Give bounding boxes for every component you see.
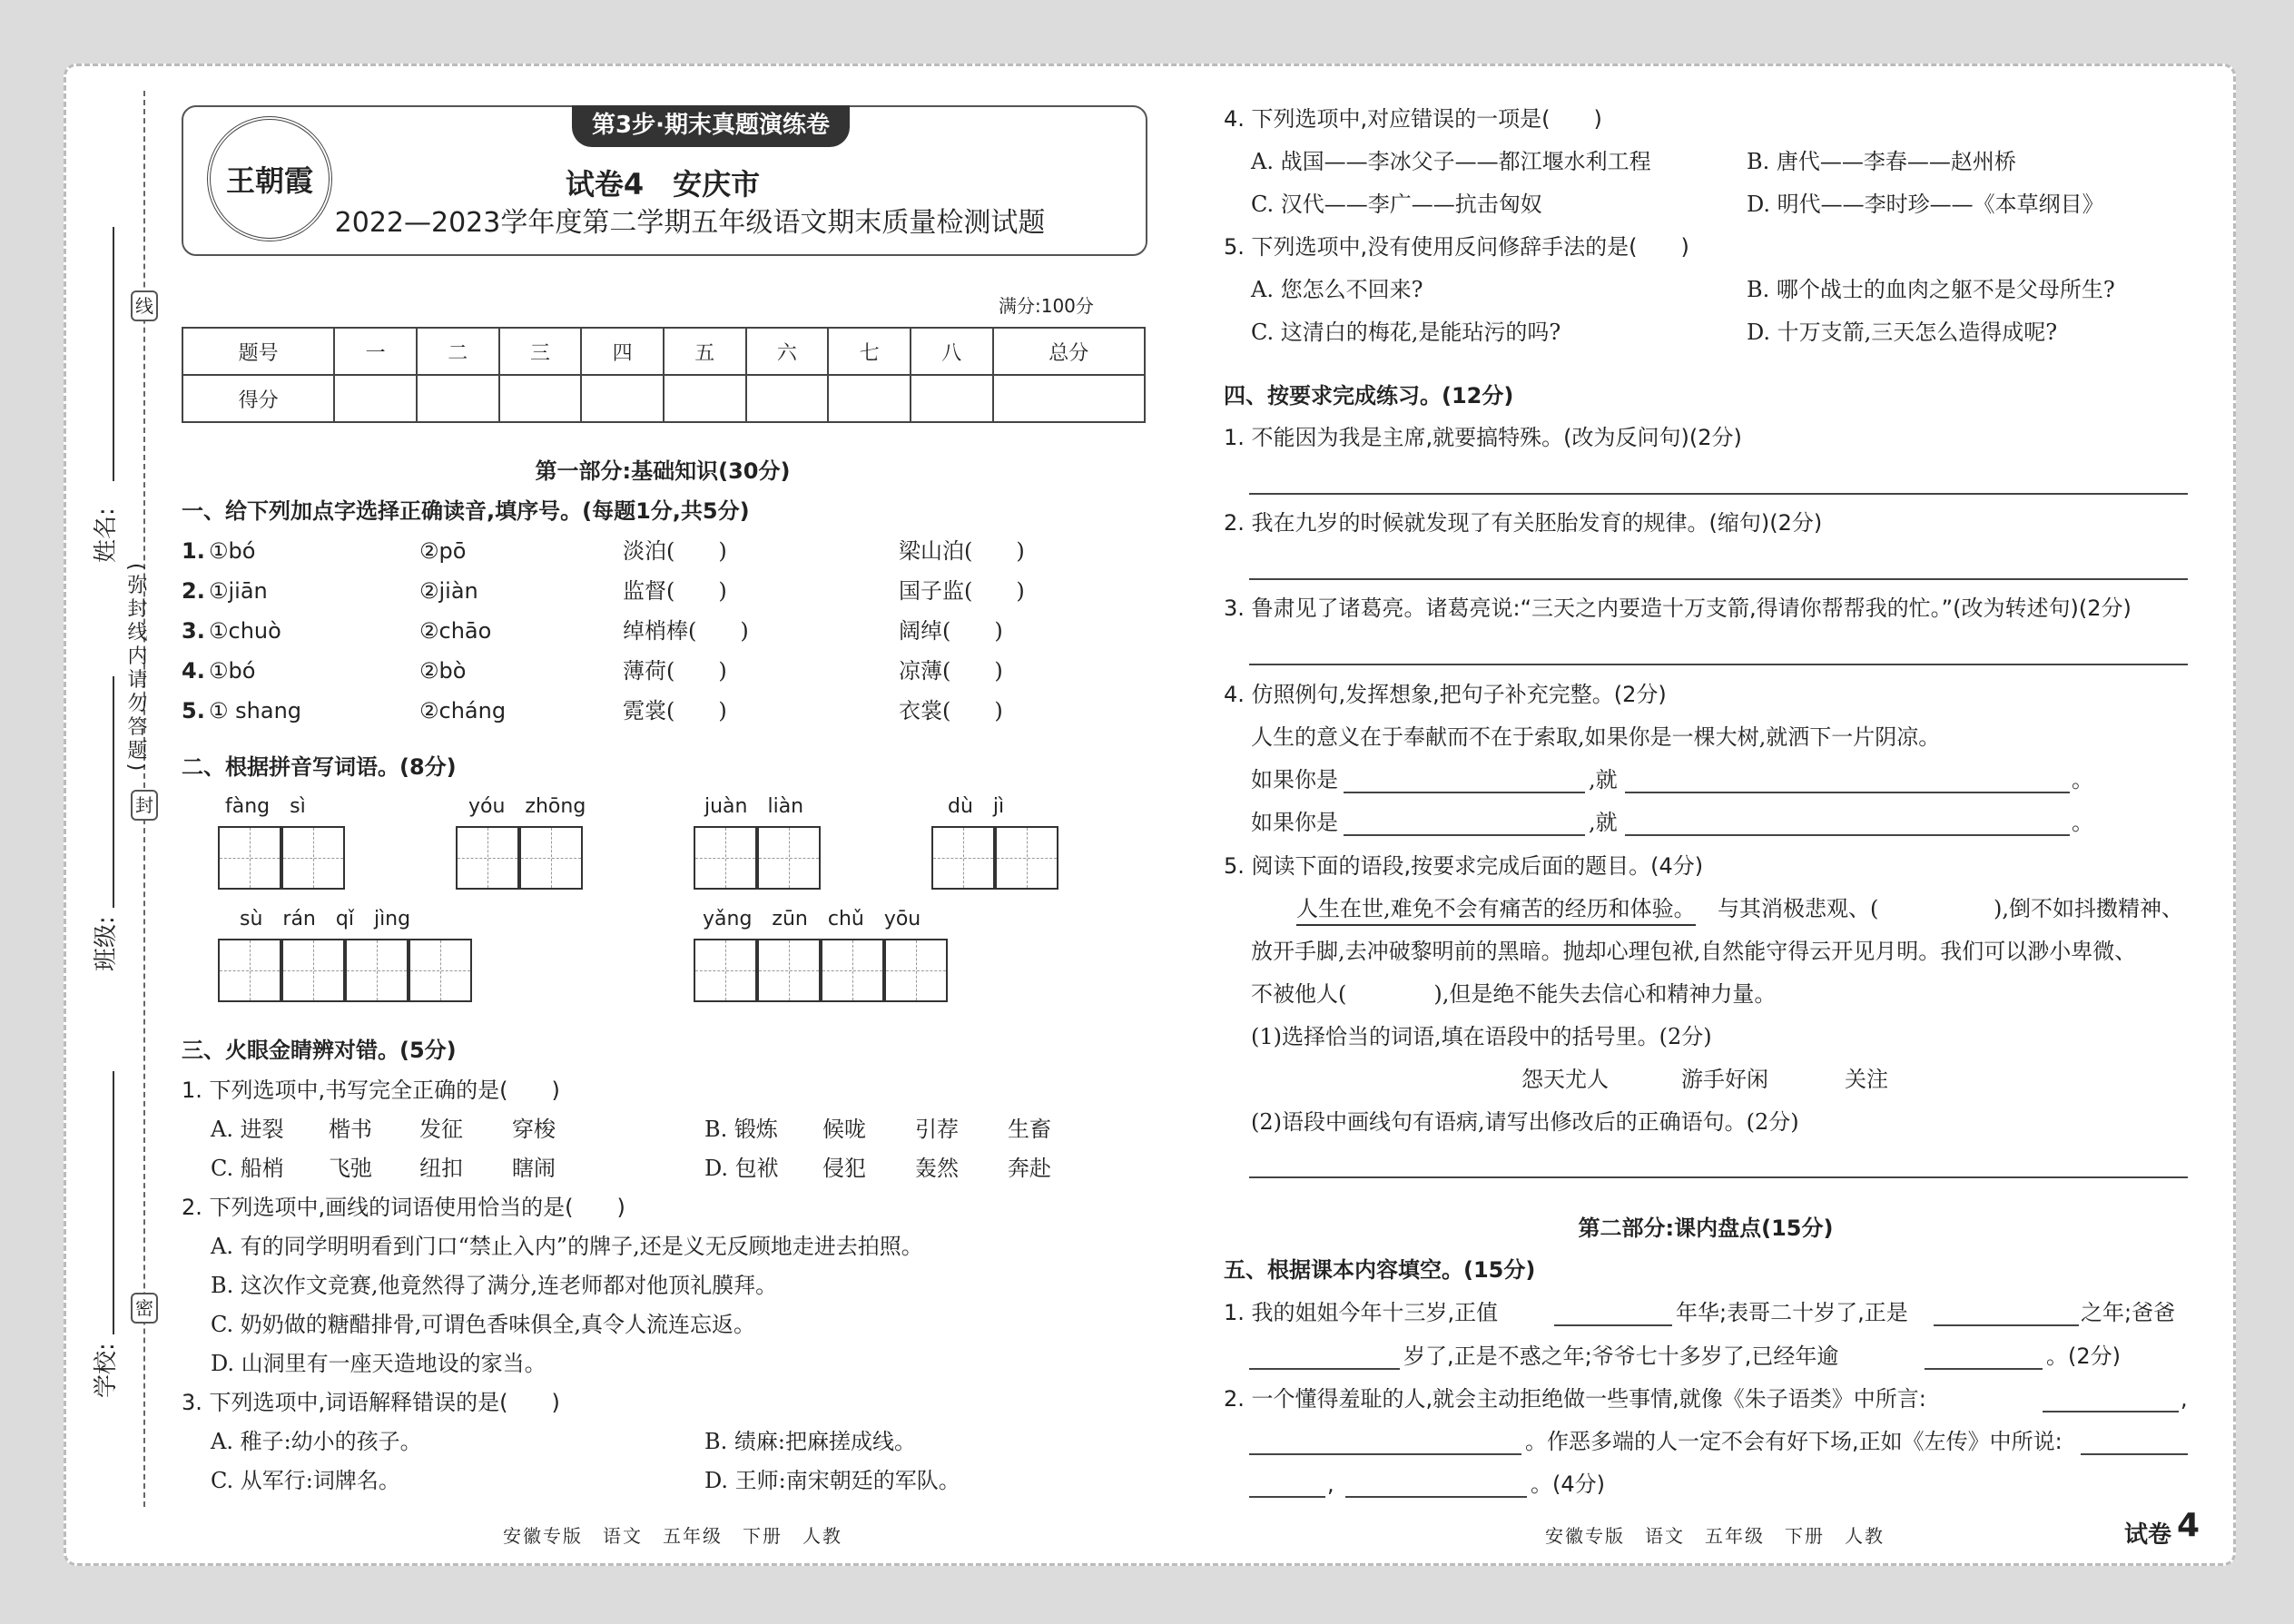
pinyin-label: yǎng zūn chǔ yōu xyxy=(703,908,921,930)
option: ①jiān xyxy=(209,578,268,604)
section3-title: 三、火眼金睛辨对错。(5分) xyxy=(182,1038,457,1063)
answer-word[interactable]: 绰梢棒( ) xyxy=(623,618,749,644)
score-input[interactable] xyxy=(664,375,746,422)
score-input[interactable] xyxy=(993,375,1145,422)
answer-word[interactable]: 淡泊( ) xyxy=(623,538,727,564)
writing-cell[interactable] xyxy=(694,939,757,1002)
sub-question: (1)选择恰当的词语,填在语段中的括号里。(2分) xyxy=(1251,1024,1712,1049)
word-option: 游手好闲 xyxy=(1681,1067,1768,1092)
choice: 飞弛 xyxy=(329,1156,372,1181)
underlined-sentence: 人生在世,难免不会有痛苦的经历和体验。 xyxy=(1296,893,1696,926)
fill-blank[interactable] xyxy=(1625,834,2070,836)
choice: 发征 xyxy=(419,1117,463,1142)
score-value-row xyxy=(182,375,1145,422)
writing-cell[interactable] xyxy=(409,939,472,1002)
option: ②bò xyxy=(419,658,467,684)
binding-mark-feng: 封 xyxy=(131,790,158,821)
score-cell: 题号 xyxy=(182,328,334,375)
score-cell: 一 xyxy=(334,328,417,375)
writing-cell[interactable] xyxy=(757,826,821,890)
choice[interactable]: B. 哪个战士的血肉之躯不是父母所生? xyxy=(1747,277,2115,302)
class-field[interactable] xyxy=(113,676,114,908)
score-input[interactable] xyxy=(581,375,664,422)
q-number: 2. xyxy=(182,578,205,604)
writing-cell[interactable] xyxy=(281,939,345,1002)
fill-blank[interactable] xyxy=(1345,1496,1527,1498)
paper-number: 4 xyxy=(2177,1507,2200,1544)
score-cell: 五 xyxy=(664,328,746,375)
fill-blank[interactable] xyxy=(1625,792,2070,793)
fill-text: , xyxy=(2181,1386,2188,1412)
section2-title: 二、根据拼音写词语。(8分) xyxy=(182,754,457,780)
option: ①chuò xyxy=(209,618,281,644)
binding-note: (弥封线内请勿答题) xyxy=(124,563,147,775)
s3-q2-d[interactable]: D. 山洞里有一座天造地设的家当。 xyxy=(211,1351,546,1376)
s3-q2: 2. 下列选项中,画线的词语使用恰当的是( ) xyxy=(182,1195,625,1220)
choice[interactable]: D. 包袱 xyxy=(704,1156,779,1181)
writing-cell[interactable] xyxy=(345,939,409,1002)
writing-cell[interactable] xyxy=(218,826,281,890)
score-cell: 三 xyxy=(499,328,582,375)
fill-text: 年华;表哥二十岁了,正是 xyxy=(1676,1300,1908,1325)
fill-text: 之年;爸爸 xyxy=(2081,1300,2176,1325)
s4-i3: 3. 鲁肃见了诸葛亮。诸葛亮说:“三天之内要造十万支箭,得请你帮帮我的忙。”(改为转述句)(2分) xyxy=(1224,595,2132,621)
paper-label: 试卷 xyxy=(2124,1521,2172,1549)
footer-left: 安徽专版 语文 五年级 下册 人教 xyxy=(503,1525,842,1547)
writing-cell[interactable] xyxy=(821,939,884,1002)
school-field[interactable] xyxy=(113,1071,114,1334)
option: ①bó xyxy=(209,658,256,684)
answer-line[interactable] xyxy=(1249,493,2188,495)
s3-q2-a[interactable]: A. 有的同学明明看到门口“禁止入内”的牌子,还是义无反顾地走进去拍照。 xyxy=(211,1234,923,1259)
full-score: 满分:100分 xyxy=(999,295,1094,317)
choice: 轰然 xyxy=(915,1156,959,1181)
section1-title: 一、给下列加点字选择正确读音,填序号。(每题1分,共5分) xyxy=(182,498,750,524)
score-table xyxy=(182,327,1146,423)
r-q4: 4. 下列选项中,对应错误的一项是( ) xyxy=(1224,106,1602,132)
writing-cell[interactable] xyxy=(931,826,995,890)
fill-end: 。 xyxy=(2072,810,2093,835)
name-field[interactable] xyxy=(113,227,114,481)
pinyin-label: fàng sì xyxy=(225,795,306,818)
answer-word[interactable]: 阔绰( ) xyxy=(899,618,1003,644)
fill-blank[interactable] xyxy=(1249,1453,1521,1455)
section4-title: 四、按要求完成练习。(12分) xyxy=(1224,383,1514,408)
answer-word[interactable]: 监督( ) xyxy=(623,578,727,604)
option: ②chāo xyxy=(419,618,492,644)
answer-line[interactable] xyxy=(1249,664,2188,665)
s3-q2-c[interactable]: C. 奶奶做的糖醋排骨,可谓色香味俱全,真令人流连忘返。 xyxy=(211,1312,756,1337)
part2-title: 第二部分:课内盘点(15分) xyxy=(1578,1216,1834,1241)
answer-word[interactable]: 薄荷( ) xyxy=(623,658,727,684)
fill-blank[interactable] xyxy=(2081,1453,2188,1455)
step-badge: 第3步·期末真题演练卷 xyxy=(572,105,850,147)
score-cell: 二 xyxy=(417,328,499,375)
writing-cell[interactable] xyxy=(995,826,1058,890)
fill-prefix: 如果你是 xyxy=(1251,810,1338,835)
choice[interactable]: C. 从军行:词牌名。 xyxy=(211,1468,400,1493)
pinyin-label: yóu zhōng xyxy=(468,795,586,818)
answer-word[interactable]: 梁山泊( ) xyxy=(899,538,1025,564)
word-option: 怨天尤人 xyxy=(1521,1067,1609,1092)
choice[interactable]: C. 船梢 xyxy=(211,1156,284,1181)
choice[interactable]: D. 明代——李时珍——《本草纲目》 xyxy=(1747,192,2104,217)
footer-right: 安徽专版 语文 五年级 下册 人教 xyxy=(1545,1525,1885,1547)
class-label: 班级: xyxy=(93,916,120,971)
fill-prefix: 如果你是 xyxy=(1251,767,1338,792)
choice: 穿梭 xyxy=(512,1117,556,1142)
fill-mid: ,就 xyxy=(1589,810,1618,835)
score-input[interactable] xyxy=(828,375,911,422)
choice: 生畜 xyxy=(1008,1117,1051,1142)
option: ① shang xyxy=(209,698,302,723)
s4-i1: 1. 不能因为我是主席,就要搞特殊。(改为反问句)(2分) xyxy=(1224,425,1742,450)
fill-blank[interactable] xyxy=(2043,1411,2179,1412)
score-cell: 四 xyxy=(581,328,664,375)
choice[interactable]: D. 十万支箭,三天怎么造得成呢? xyxy=(1747,320,2058,345)
option: ②jiàn xyxy=(419,578,478,604)
name-label: 姓名: xyxy=(93,507,120,563)
choice[interactable]: A. 进裂 xyxy=(211,1117,284,1142)
s3-q1: 1. 下列选项中,书写完全正确的是( ) xyxy=(182,1078,560,1103)
paper-title: 试卷4 安庆市 xyxy=(565,167,761,202)
q-number: 4. xyxy=(182,658,205,684)
choice[interactable]: B. 锻炼 xyxy=(704,1117,778,1142)
writing-cell[interactable] xyxy=(456,826,519,890)
choice[interactable]: B. 绩麻:把麻搓成线。 xyxy=(704,1429,916,1454)
choice: 纽扣 xyxy=(419,1156,463,1181)
choice: 奔赴 xyxy=(1008,1156,1051,1181)
s4-i2: 2. 我在九岁的时候就发现了有关胚胎发育的规律。(缩句)(2分) xyxy=(1224,510,1823,536)
choice[interactable]: A. 稚子:幼小的孩子。 xyxy=(211,1429,422,1454)
answer-line[interactable] xyxy=(1249,578,2188,580)
writing-cell[interactable] xyxy=(884,939,948,1002)
s4-i4: 4. 仿照例句,发挥想象,把句子补充完整。(2分) xyxy=(1224,682,1667,707)
score-label: 得分 xyxy=(182,375,334,422)
choice: 侵犯 xyxy=(822,1156,866,1181)
writing-cell[interactable] xyxy=(519,826,583,890)
fill-blank[interactable] xyxy=(1249,1496,1325,1498)
passage-text: ),倒不如抖擞精神、 xyxy=(1994,896,2183,921)
option: ①bó xyxy=(209,538,256,564)
score-cell: 六 xyxy=(746,328,829,375)
choice: 引荐 xyxy=(915,1117,959,1142)
q-number: 3. xyxy=(182,618,205,644)
score-input[interactable] xyxy=(334,375,417,422)
answer-word[interactable]: 凉薄( ) xyxy=(899,658,1003,684)
fill-text: 岁了,正是不惑之年;爷爷七十多岁了,已经年逾 xyxy=(1403,1343,1839,1369)
s3-q2-b[interactable]: B. 这次作文竞赛,他竟然得了满分,连老师都对他顶礼膜拜。 xyxy=(211,1273,778,1298)
school-label: 学校: xyxy=(93,1343,120,1398)
choice[interactable]: A. 战国——李冰父子——都江堰水利工程 xyxy=(1251,149,1651,174)
fill-text: 。作恶多端的人一定不会有好下场,正如《左传》中所说: xyxy=(1525,1429,2063,1454)
s3-q3: 3. 下列选项中,词语解释错误的是( ) xyxy=(182,1390,560,1415)
answer-line[interactable] xyxy=(1249,1176,2188,1178)
pinyin-label: sù rán qǐ jìng xyxy=(240,908,411,930)
r-q5: 5. 下列选项中,没有使用反问修辞手法的是( ) xyxy=(1224,234,1689,260)
choice: 瞎闹 xyxy=(512,1156,556,1181)
choice[interactable]: B. 唐代——李春——赵州桥 xyxy=(1747,149,2016,174)
fill-blank[interactable] xyxy=(1249,1368,1400,1370)
fill-text: 2. 一个懂得羞耻的人,就会主动拒绝做一些事情,就像《朱子语类》中所言: xyxy=(1224,1386,1926,1412)
option: ②pō xyxy=(419,538,467,564)
fill-blank[interactable] xyxy=(1344,792,1585,793)
writing-cell[interactable] xyxy=(281,826,345,890)
q-number: 1. xyxy=(182,538,205,564)
s4-i5: 5. 阅读下面的语段,按要求完成后面的题目。(4分) xyxy=(1224,853,1704,879)
fill-text: 1. 我的姐姐今年十三岁,正值 xyxy=(1224,1300,1499,1325)
choice[interactable]: D. 王师:南宋朝廷的军队。 xyxy=(704,1468,960,1493)
fill-text: , xyxy=(1327,1471,1334,1497)
choice[interactable]: C. 汉代——李广——抗击匈奴 xyxy=(1251,192,1542,217)
pinyin-label: dù jì xyxy=(948,795,1005,818)
score-input[interactable] xyxy=(911,375,993,422)
passage-text: 放开手脚,去冲破黎明前的黑暗。抛却心理包袱,自然能守得云开见月明。我们可以渺小卑微、 xyxy=(1251,939,2137,964)
score-header-row xyxy=(182,328,1145,375)
s4-example: 人生的意义在于奉献而不在于索取,如果你是一棵大树,就洒下一片阴凉。 xyxy=(1251,724,1941,750)
sub-question: (2)语段中画线句有语病,请写出修改后的正确语句。(2分) xyxy=(1251,1109,1799,1135)
score-input[interactable] xyxy=(417,375,499,422)
answer-word[interactable]: 霓裳( ) xyxy=(623,698,727,723)
fill-blank[interactable] xyxy=(1554,1324,1672,1326)
part1-title: 第一部分:基础知识(30分) xyxy=(535,458,791,484)
writing-cell[interactable] xyxy=(694,826,757,890)
fill-mid: ,就 xyxy=(1589,767,1618,792)
choice[interactable]: A. 您怎么不回来? xyxy=(1251,277,1423,302)
fill-text: 。(4分) xyxy=(1531,1471,1605,1497)
answer-word[interactable]: 衣裳( ) xyxy=(899,698,1003,723)
choice: 候咙 xyxy=(822,1117,866,1142)
passage-text: 与其消极悲观、( xyxy=(1718,896,1879,921)
choice: 楷书 xyxy=(329,1117,372,1142)
fill-end: 。 xyxy=(2072,767,2093,792)
score-cell: 总分 xyxy=(993,328,1145,375)
score-cell: 八 xyxy=(911,328,993,375)
writing-cell[interactable] xyxy=(218,939,281,1002)
q-number: 5. xyxy=(182,698,205,723)
score-cell: 七 xyxy=(828,328,911,375)
score-input[interactable] xyxy=(499,375,582,422)
fill-blank[interactable] xyxy=(1925,1368,2043,1370)
writing-cell[interactable] xyxy=(757,939,821,1002)
score-input[interactable] xyxy=(746,375,829,422)
option: ②cháng xyxy=(419,698,507,723)
word-option: 关注 xyxy=(1845,1067,1888,1092)
binding-mark-xian: 线 xyxy=(131,290,158,321)
fill-blank[interactable] xyxy=(1344,834,1585,836)
pinyin-label: juàn liàn xyxy=(704,795,804,818)
fill-blank[interactable] xyxy=(1934,1324,2079,1326)
passage-text: 不被他人( ),但是绝不能失去信心和精神力量。 xyxy=(1251,981,1777,1007)
paper-subtitle: 2022—2023学年度第二学期五年级语文期末质量检测试题 xyxy=(334,207,1046,239)
choice[interactable]: C. 这清白的梅花,是能玷污的吗? xyxy=(1251,320,1561,345)
answer-word[interactable]: 国子监( ) xyxy=(899,578,1025,604)
fill-text: 。(2分) xyxy=(2046,1343,2121,1369)
binding-mark-mi: 密 xyxy=(131,1293,158,1324)
brand-logo: 王朝霞 xyxy=(207,116,332,241)
section5-title: 五、根据课本内容填空。(15分) xyxy=(1224,1257,1536,1283)
